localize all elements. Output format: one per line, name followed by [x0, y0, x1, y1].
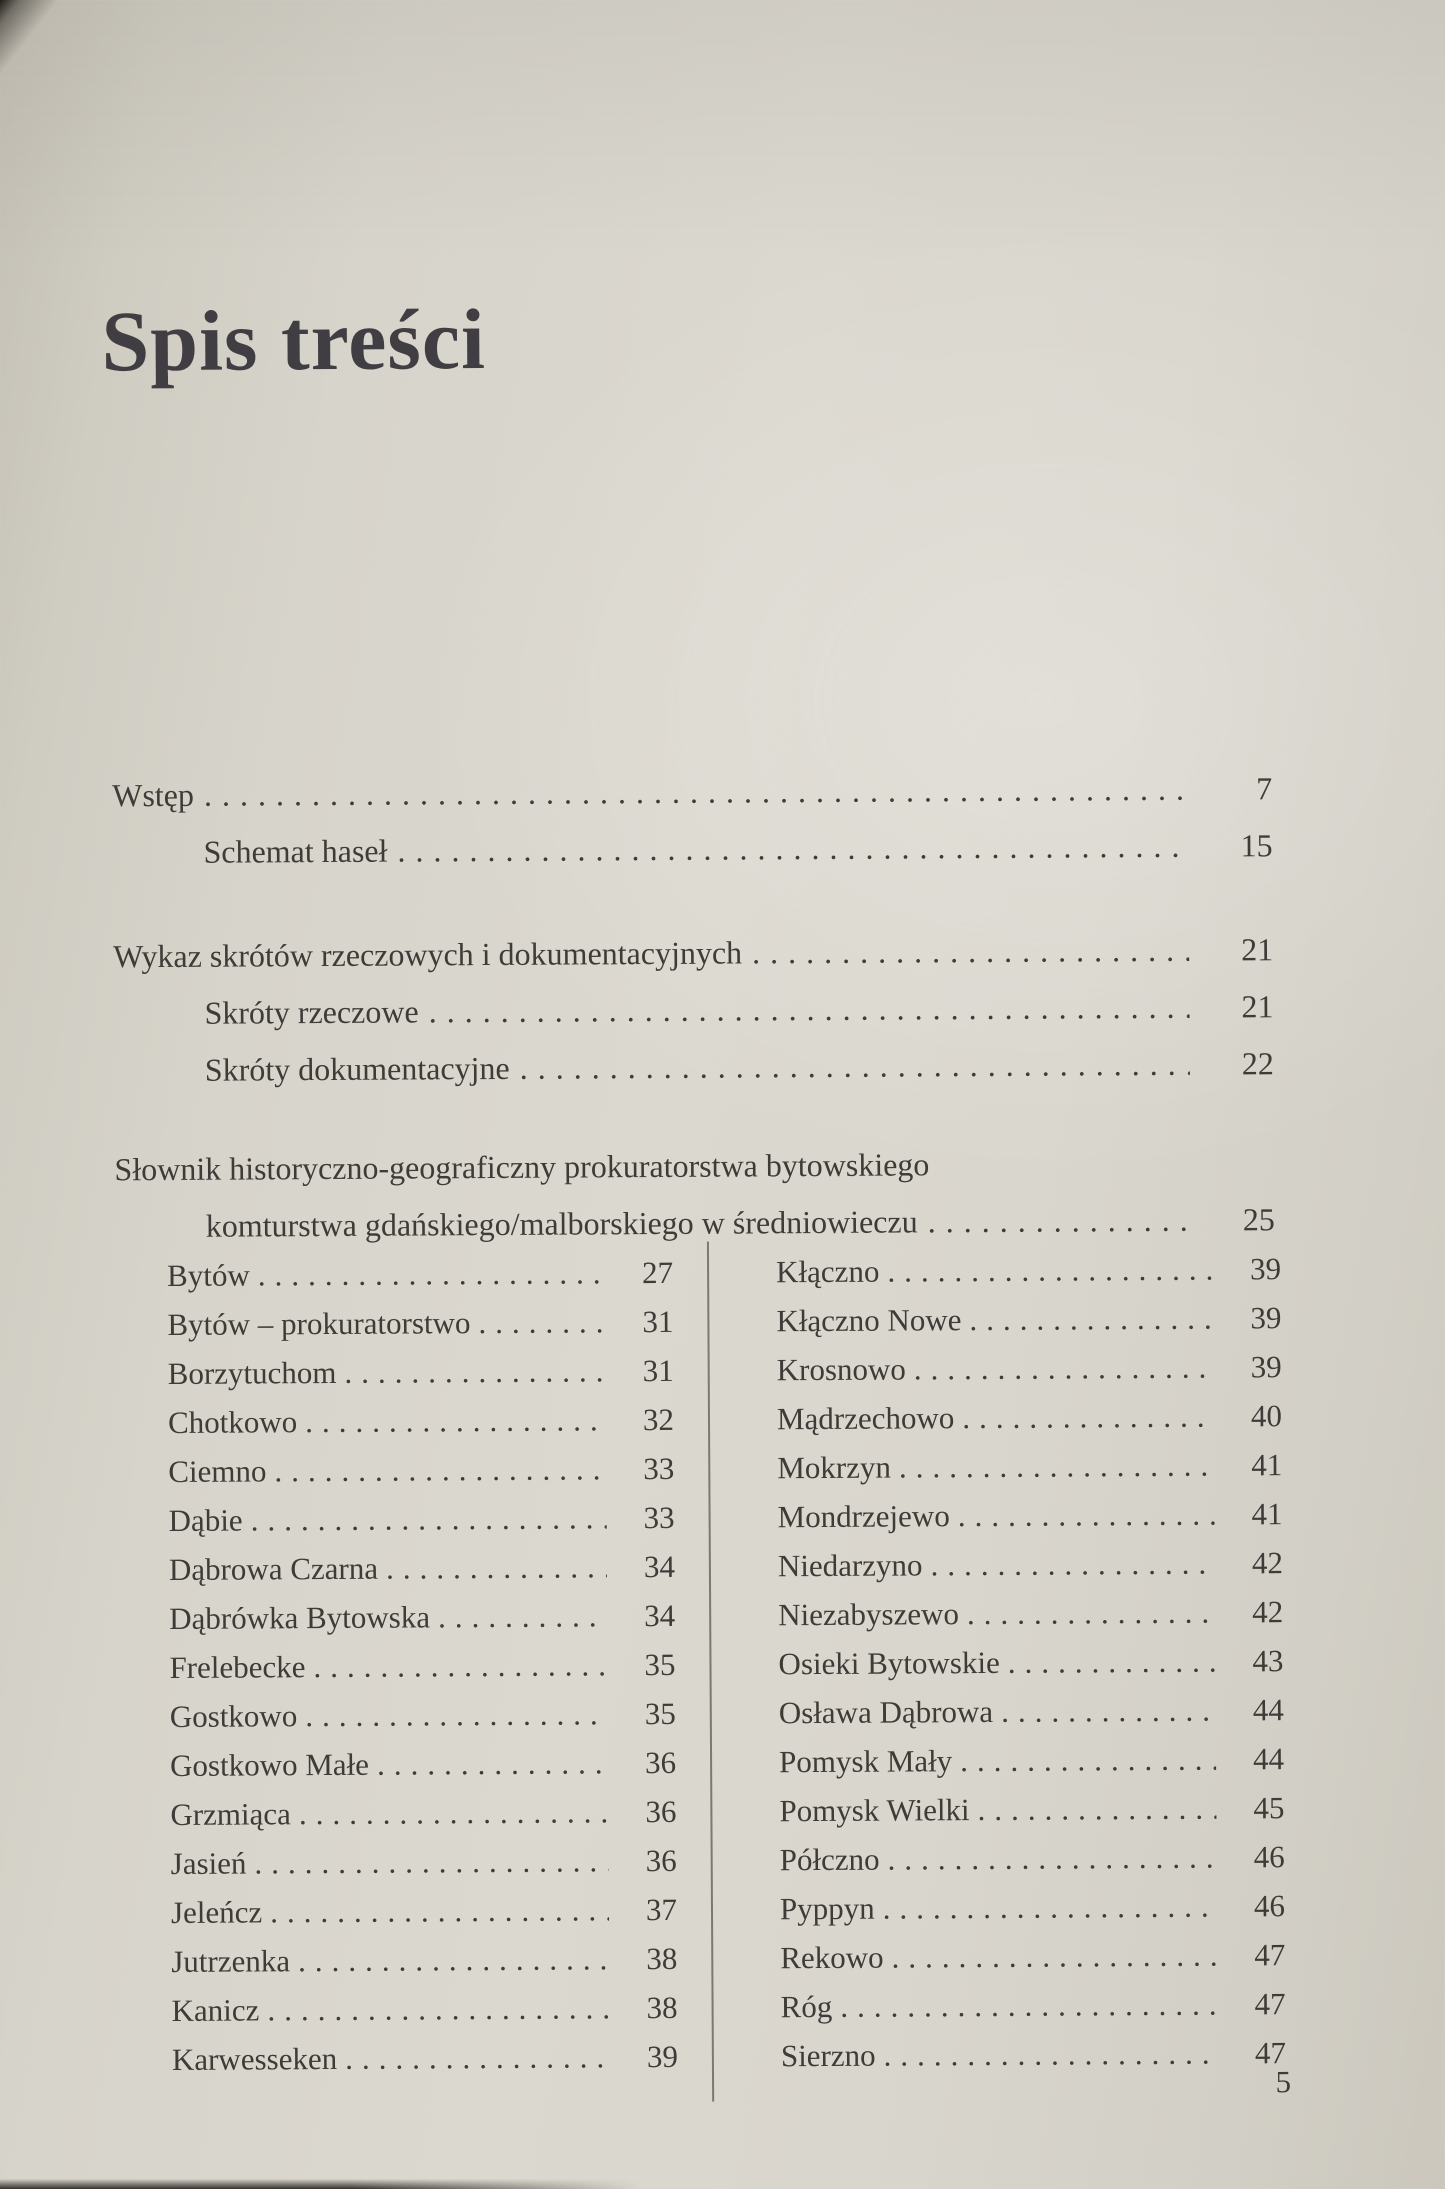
- dot-leader: [204, 761, 1189, 824]
- dot-leader: [899, 1441, 1215, 1492]
- dot-leader: [478, 1297, 605, 1347]
- index-entry-page: 41: [1251, 1447, 1283, 1483]
- index-entry-label: Rekowo: [780, 1939, 884, 1976]
- toc-entry-label: Schemat haseł: [203, 832, 388, 870]
- index-entry-label: Karwesseken: [171, 2040, 338, 2077]
- index-entry-label: Kłączno Nowe: [776, 1302, 962, 1339]
- dot-leader: [883, 1882, 1218, 1933]
- dot-leader: [883, 2029, 1218, 2080]
- index-entry-label: Osieki Bytowskie: [778, 1644, 1000, 1682]
- index-entry-page: 35: [644, 1695, 676, 1732]
- index-entry-label: Jutrzenka: [171, 1943, 291, 1979]
- dot-leader: [960, 1735, 1216, 1786]
- index-entry-page: 39: [1250, 1349, 1282, 1385]
- index-columns: [167, 1244, 1286, 2084]
- index-entry: [170, 1689, 676, 1741]
- dot-leader: [397, 818, 1188, 880]
- index-entry-page: 45: [1253, 1790, 1285, 1826]
- index-entry: [780, 1930, 1285, 1982]
- index-entry: [168, 1395, 674, 1447]
- index-entry-label: Mądrzechowo: [776, 1400, 955, 1437]
- page-title: Spis treści: [101, 290, 487, 389]
- index-entry: [171, 1885, 677, 1937]
- index-entry-page: 47: [1254, 1986, 1286, 2022]
- toc-entry-page: 21: [1241, 988, 1274, 1025]
- index-entry-label: Krosnowo: [776, 1351, 906, 1388]
- toc-entry: [113, 921, 1273, 985]
- dot-leader: [270, 1885, 609, 1936]
- index-entry: [171, 1934, 677, 1986]
- toc-entry: [112, 760, 1272, 824]
- index-entry: [776, 1244, 1281, 1296]
- index-entry: [171, 1836, 677, 1888]
- dot-leader: [299, 1787, 609, 1838]
- dot-leader: [267, 1983, 610, 2034]
- dot-leader: [274, 1444, 606, 1495]
- index-entry-label: Mokrzyn: [777, 1449, 892, 1486]
- index-entry: [169, 1591, 675, 1643]
- index-entry-label: Gostkowo Małe: [169, 1746, 370, 1783]
- index-entry-page: 32: [642, 1401, 675, 1438]
- index-entry: [779, 1734, 1284, 1786]
- index-entry: [168, 1444, 674, 1496]
- dot-leader: [977, 1784, 1216, 1834]
- index-entry-label: Dąbrówka Bytowska: [169, 1599, 431, 1636]
- dot-leader: [313, 1640, 607, 1691]
- index-entry-page: 31: [642, 1303, 674, 1340]
- index-entry-page: 35: [644, 1646, 676, 1683]
- index-entry: [170, 1787, 676, 1839]
- index-entry: [780, 1881, 1285, 1933]
- dot-leader: [305, 1689, 608, 1740]
- dot-leader: [958, 1490, 1215, 1541]
- dot-leader: [752, 922, 1189, 982]
- index-entry-label: Pomysk Wielki: [779, 1792, 970, 1829]
- index-entry-page: 31: [642, 1352, 674, 1389]
- dot-leader: [969, 1294, 1213, 1344]
- toc-entry: [113, 978, 1273, 1042]
- toc-entry-label: Słownik historyczno-geograficzny prokuratorstwa bytowskiego: [114, 1146, 930, 1188]
- dot-leader: [520, 1036, 1191, 1097]
- index-entry-page: 39: [1250, 1300, 1282, 1336]
- dot-leader: [438, 1591, 607, 1641]
- dot-leader: [377, 1738, 608, 1788]
- dot-leader: [887, 1245, 1213, 1296]
- index-entry: [779, 1685, 1284, 1737]
- index-entry-label: Chotkowo: [167, 1404, 298, 1440]
- toc-entry-label: Wykaz skrótów rzeczowych i dokumentacyjnych: [113, 934, 743, 975]
- index-entry: [167, 1248, 673, 1300]
- index-entry-label: Ciemno: [168, 1453, 267, 1489]
- toc-entry: [114, 1035, 1274, 1099]
- toc-entry-page: 21: [1241, 931, 1274, 968]
- index-entry-page: 46: [1253, 1888, 1286, 1924]
- index-entry-page: 34: [643, 1548, 676, 1585]
- index-entry-page: 39: [1249, 1251, 1282, 1287]
- index-entry: [168, 1493, 674, 1545]
- index-entry-page: 47: [1254, 2035, 1286, 2071]
- index-entry: [781, 2028, 1286, 2080]
- toc-entry-label: Wstęp: [112, 776, 195, 814]
- dot-leader: [914, 1343, 1214, 1394]
- toc-list: [112, 760, 1275, 1255]
- index-entry-label: Grzmiąca: [170, 1796, 291, 1832]
- index-entry-label: Bytów – prokuratorstwo: [167, 1305, 471, 1342]
- index-entry: [171, 1983, 677, 2035]
- index-entry-label: Osława Dąbrowa: [778, 1693, 994, 1731]
- index-entry-page: 39: [646, 2038, 678, 2075]
- index-entry: [777, 1489, 1282, 1541]
- index-entry: [778, 1636, 1283, 1688]
- index-entry: [168, 1346, 674, 1398]
- index-entry: [779, 1783, 1284, 1835]
- toc-entry-page: 15: [1240, 827, 1273, 864]
- index-entry-page: 34: [644, 1597, 676, 1634]
- index-entry-page: 36: [645, 1842, 677, 1879]
- index-entry: [777, 1342, 1282, 1394]
- index-entry-label: Jeleńcz: [170, 1894, 263, 1930]
- dot-leader: [927, 1192, 1190, 1251]
- index-entry-label: Niedarzyno: [777, 1547, 923, 1584]
- index-entry: [777, 1391, 1282, 1443]
- index-entry: [776, 1293, 1281, 1345]
- index-column-left: [167, 1248, 678, 2084]
- index-entry-label: Róg: [780, 1988, 833, 2025]
- index-entry-label: Gostkowo: [169, 1698, 298, 1734]
- index-entry-label: Bytów: [167, 1257, 250, 1293]
- dot-leader: [250, 1493, 606, 1544]
- index-entry-page: 36: [645, 1793, 677, 1830]
- index-entry-page: 33: [643, 1450, 675, 1487]
- index-entry-page: 42: [1252, 1594, 1284, 1630]
- toc-entry-label: Skróty dokumentacyjne: [204, 1049, 510, 1088]
- dot-leader: [386, 1542, 607, 1592]
- index-entry-label: Frelebecke: [169, 1649, 306, 1685]
- dot-leader: [258, 1248, 606, 1299]
- index-column-right: [776, 1244, 1286, 2080]
- toc-entry-page: 7: [1256, 770, 1273, 807]
- toc-entry: [114, 1134, 1274, 1198]
- index-entry-page: 38: [646, 1989, 678, 2026]
- dot-leader: [967, 1588, 1216, 1639]
- toc-entry-page: 22: [1241, 1045, 1274, 1082]
- index-entry-page: 37: [645, 1891, 678, 1928]
- index-entry-page: 43: [1252, 1643, 1284, 1679]
- index-entry-label: Pyppyn: [779, 1890, 875, 1927]
- toc-section-wykaz: [113, 921, 1274, 1099]
- index-entry-label: Borzytuchom: [167, 1354, 337, 1391]
- dot-leader: [891, 1931, 1217, 1982]
- dot-leader: [840, 1980, 1218, 2031]
- index-entry-label: Dąbie: [168, 1502, 243, 1538]
- index-entry-page: 38: [646, 1940, 678, 1977]
- index-entry-label: Jasień: [170, 1845, 247, 1881]
- index-entry-page: 41: [1251, 1496, 1283, 1532]
- index-entry-label: Kłączno: [775, 1253, 880, 1290]
- page-number: 5: [1275, 2064, 1292, 2100]
- index-entry-page: 44: [1252, 1741, 1285, 1777]
- index-entry-label: Kanicz: [171, 1992, 260, 2028]
- index-entry: [172, 2032, 678, 2084]
- dot-leader: [344, 1346, 606, 1397]
- index-entry: [169, 1640, 675, 1692]
- index-entry: [167, 1297, 673, 1349]
- index-entry-page: 27: [641, 1254, 674, 1291]
- index-entry: [170, 1738, 676, 1790]
- index-entry-page: 40: [1250, 1398, 1283, 1434]
- dot-leader: [1008, 1637, 1216, 1687]
- dot-leader: [930, 1539, 1215, 1590]
- index-entry-label: Sierzno: [780, 2037, 876, 2074]
- index-entry-page: 47: [1254, 1937, 1286, 1973]
- column-divider: [707, 1242, 714, 2102]
- index-entry-label: Półczno: [779, 1841, 880, 1878]
- dot-leader: [962, 1392, 1214, 1443]
- dot-leader: [305, 1395, 606, 1446]
- toc-section-slownik: [114, 1134, 1275, 1255]
- index-entry-label: Mondrzejewo: [777, 1498, 950, 1535]
- index-entry-page: 36: [644, 1744, 677, 1781]
- dot-leader: [254, 1836, 609, 1887]
- index-entry: [780, 1979, 1285, 2031]
- index-entry-page: 44: [1252, 1692, 1284, 1728]
- index-entry-label: Dąbrowa Czarna: [168, 1550, 379, 1587]
- dot-leader: [345, 2032, 610, 2083]
- index-entry-label: Pomysk Mały: [778, 1743, 953, 1780]
- dot-leader: [428, 979, 1189, 1041]
- toc-entry-page: 25: [1242, 1201, 1275, 1238]
- toc-section-wstep: [112, 760, 1273, 881]
- index-entry: [169, 1542, 675, 1594]
- index-entry: [778, 1587, 1283, 1639]
- index-entry: [777, 1440, 1282, 1492]
- toc-entry-label: komturstwa gdańskiego/malborskiego w średniowieczu: [205, 1203, 918, 1244]
- dot-leader: [298, 1934, 610, 1985]
- index-entry-page: 42: [1251, 1545, 1283, 1581]
- dot-leader: [1001, 1686, 1216, 1736]
- toc-entry: [112, 817, 1272, 881]
- index-entry-page: 33: [643, 1499, 675, 1536]
- index-entry: [778, 1538, 1283, 1590]
- index-entry-label: Niezabyszewo: [778, 1596, 960, 1633]
- index-entry-page: 46: [1253, 1839, 1285, 1875]
- index-entry: [780, 1832, 1285, 1884]
- dot-leader: [887, 1833, 1216, 1884]
- toc-entry-label: Skróty rzeczowe: [204, 993, 419, 1031]
